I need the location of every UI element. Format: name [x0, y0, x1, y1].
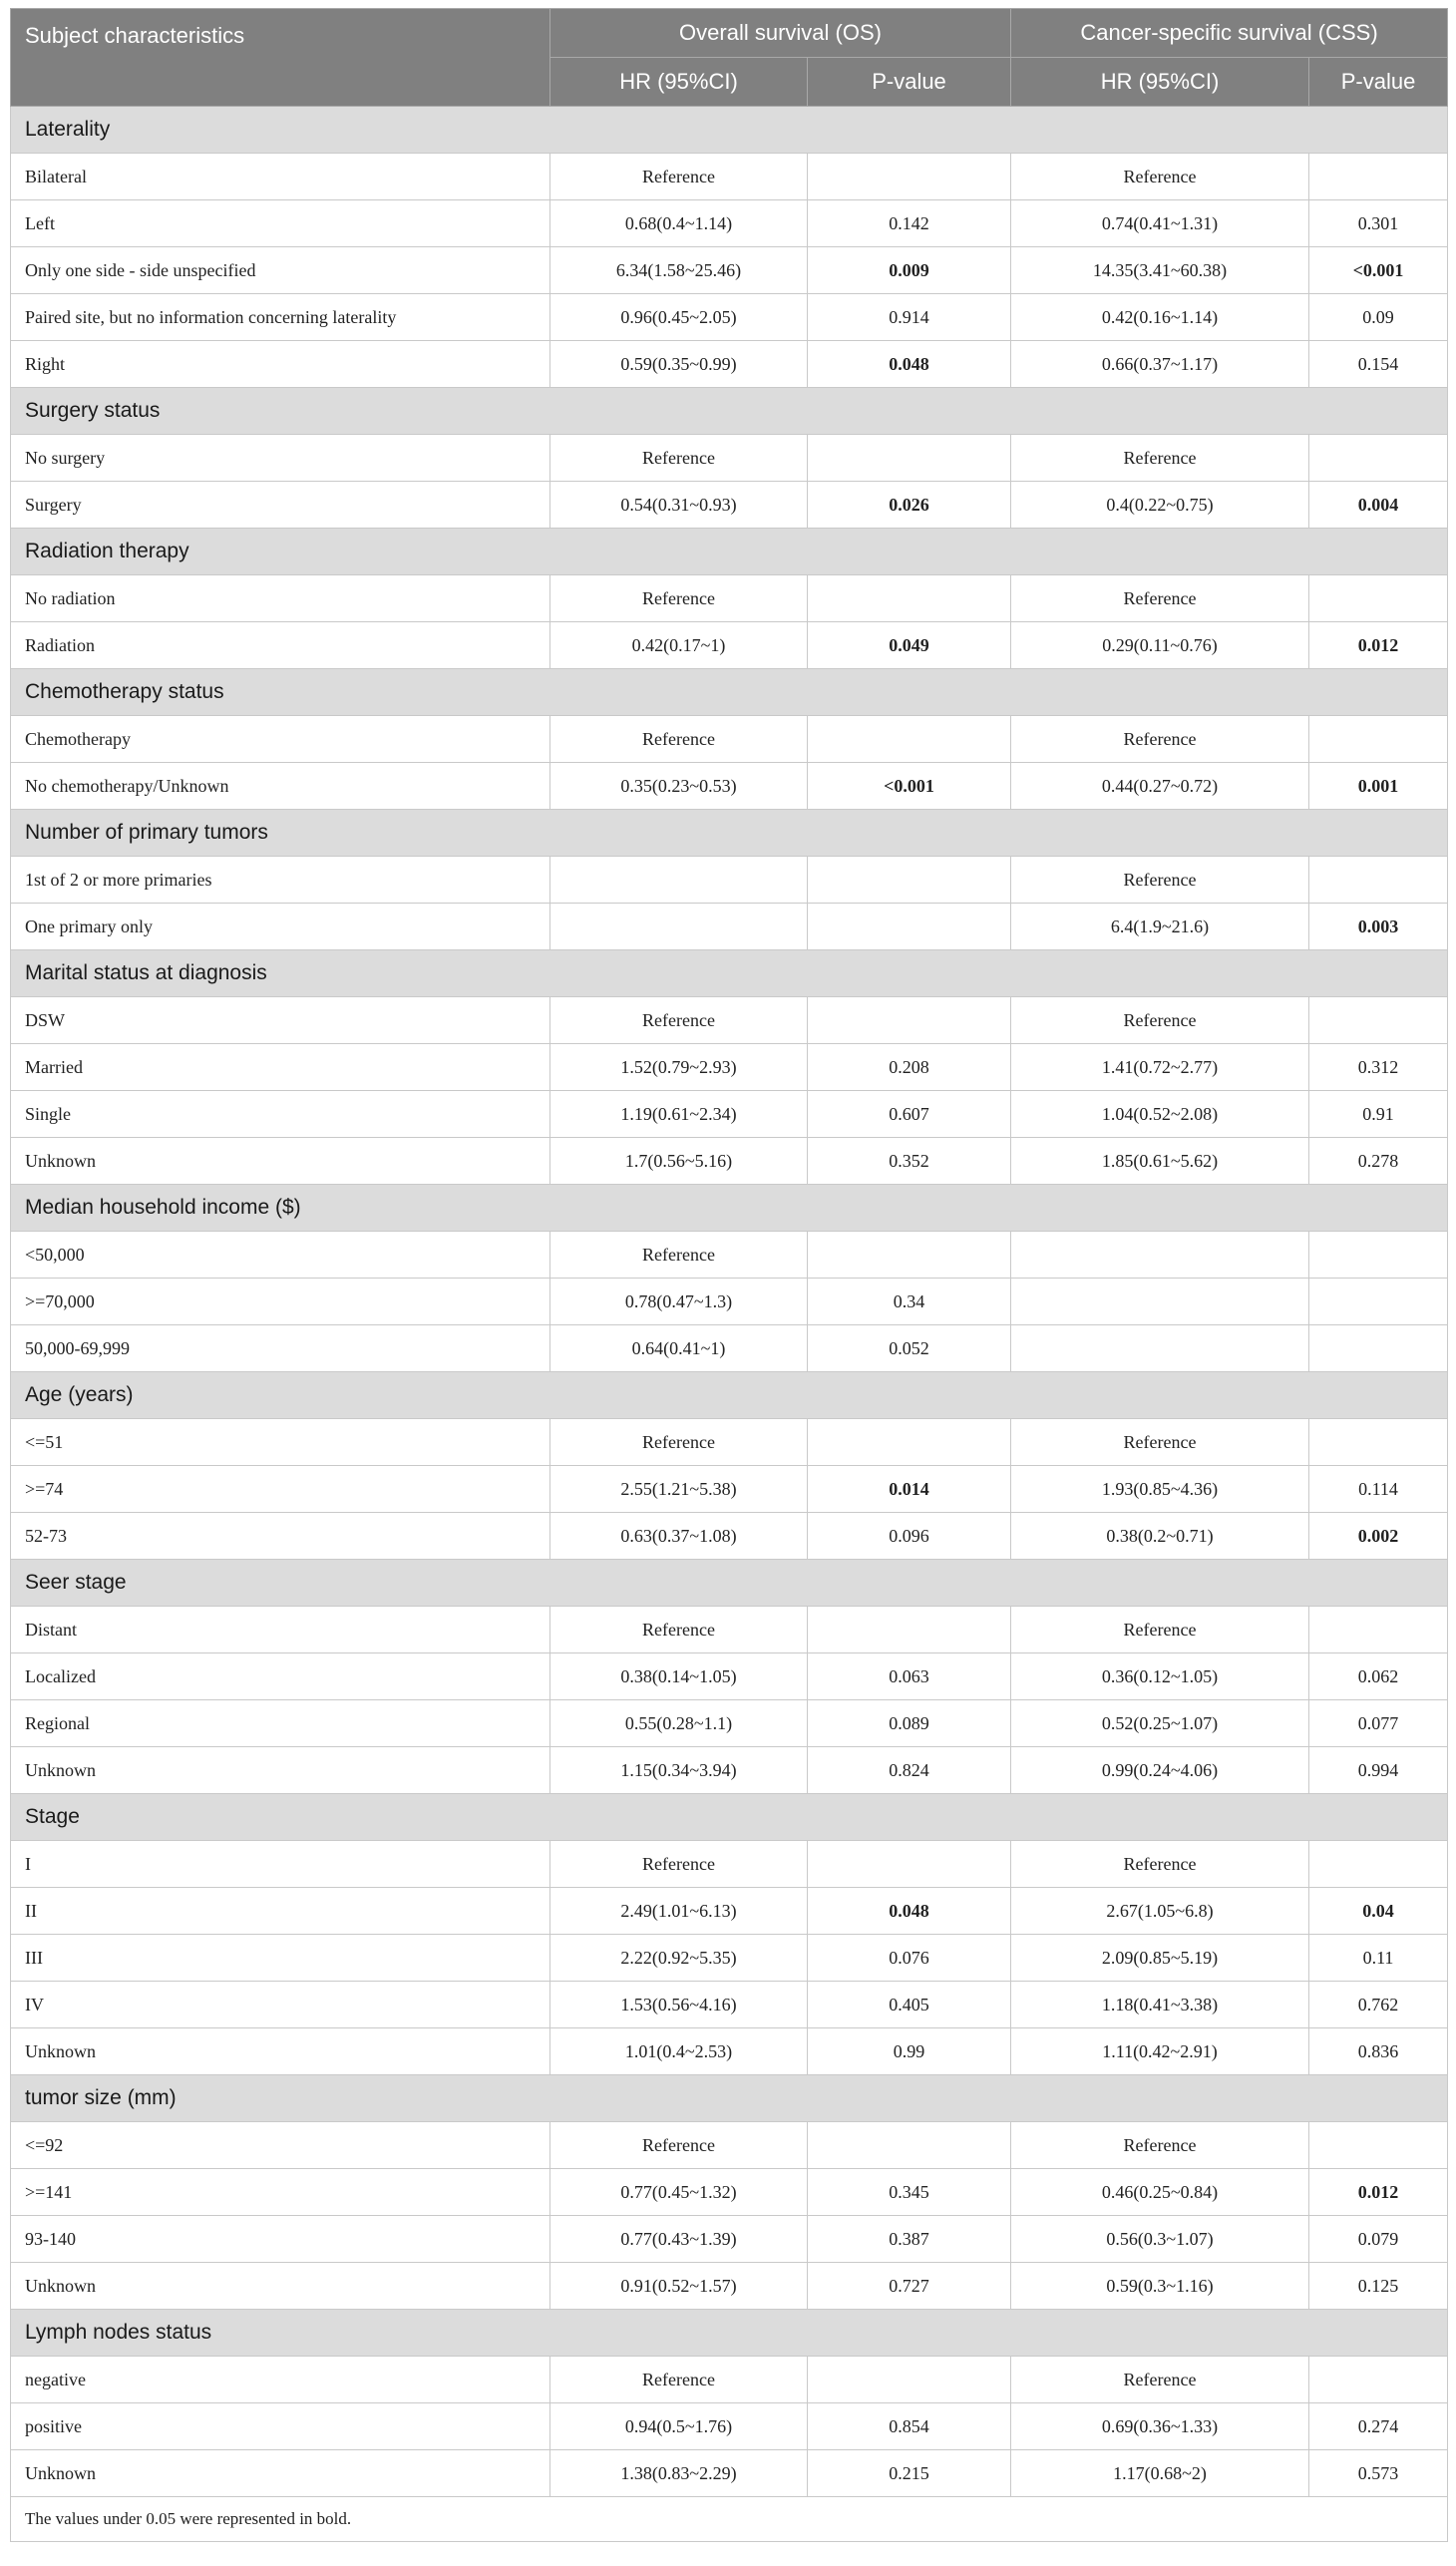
css-hr-cell: 2.09(0.85~5.19) [1011, 1935, 1309, 1982]
css-hr-cell: 1.04(0.52~2.08) [1011, 1091, 1309, 1138]
os-p-cell: 0.914 [808, 294, 1011, 341]
section-title: Stage [11, 1794, 1448, 1841]
row-label: Only one side - side unspecified [11, 247, 550, 294]
css-hr-cell: 1.11(0.42~2.91) [1011, 2028, 1309, 2075]
css-p-cell: 0.274 [1309, 2403, 1448, 2450]
table-row [11, 1700, 1448, 1747]
row-label: 50,000-69,999 [11, 1325, 550, 1372]
os-hr-cell: 0.77(0.45~1.32) [550, 2169, 808, 2216]
section-title: Laterality [11, 107, 1448, 154]
os-hr-cell: 0.96(0.45~2.05) [550, 294, 808, 341]
section-title: Lymph nodes status [11, 2310, 1448, 2357]
row-label: 93-140 [11, 2216, 550, 2263]
table-row [11, 482, 1448, 529]
css-p-cell: 0.278 [1309, 1138, 1448, 1185]
css-hr-cell [1011, 1279, 1309, 1325]
table-row [11, 2028, 1448, 2075]
css-hr-cell: 2.67(1.05~6.8) [1011, 1888, 1309, 1935]
css-p-cell [1309, 1325, 1448, 1372]
section-header-row [11, 1185, 1448, 1232]
os-p-cell: 0.824 [808, 1747, 1011, 1794]
os-p-cell: 0.405 [808, 1982, 1011, 2028]
os-hr-cell: Reference [550, 154, 808, 200]
os-p-cell: 0.076 [808, 1935, 1011, 1982]
table-row [11, 200, 1448, 247]
row-label: <=92 [11, 2122, 550, 2169]
header-css: Cancer-specific survival (CSS) [1011, 9, 1448, 58]
css-hr-cell: Reference [1011, 2122, 1309, 2169]
row-label: Bilateral [11, 154, 550, 200]
section-title: Surgery status [11, 388, 1448, 435]
os-hr-cell: Reference [550, 1419, 808, 1466]
css-p-cell: 0.125 [1309, 2263, 1448, 2310]
os-hr-cell: 0.91(0.52~1.57) [550, 2263, 808, 2310]
css-p-cell: 0.04 [1309, 1888, 1448, 1935]
css-hr-cell [1011, 1325, 1309, 1372]
table-row [11, 1982, 1448, 2028]
section-header-row [11, 950, 1448, 997]
css-hr-cell: 14.35(3.41~60.38) [1011, 247, 1309, 294]
css-p-cell: 0.573 [1309, 2450, 1448, 2497]
css-hr-cell: 1.41(0.72~2.77) [1011, 1044, 1309, 1091]
os-p-cell [808, 575, 1011, 622]
os-hr-cell: 2.55(1.21~5.38) [550, 1466, 808, 1513]
table-row [11, 2357, 1448, 2403]
os-hr-cell: Reference [550, 435, 808, 482]
row-label: Chemotherapy [11, 716, 550, 763]
os-p-cell: 0.142 [808, 200, 1011, 247]
row-label: Left [11, 200, 550, 247]
os-p-cell [808, 1841, 1011, 1888]
table-row [11, 1091, 1448, 1138]
row-label: Unknown [11, 1747, 550, 1794]
row-label: >=74 [11, 1466, 550, 1513]
css-hr-cell: 0.38(0.2~0.71) [1011, 1513, 1309, 1560]
css-p-cell [1309, 2357, 1448, 2403]
os-hr-cell: 0.38(0.14~1.05) [550, 1653, 808, 1700]
table-row [11, 1138, 1448, 1185]
css-p-cell: 0.762 [1309, 1982, 1448, 2028]
os-p-cell: 0.99 [808, 2028, 1011, 2075]
os-hr-cell: 1.53(0.56~4.16) [550, 1982, 808, 2028]
row-label: <50,000 [11, 1232, 550, 1279]
row-label: Married [11, 1044, 550, 1091]
os-p-cell: 0.387 [808, 2216, 1011, 2263]
os-hr-cell: Reference [550, 2122, 808, 2169]
row-label: Paired site, but no information concerning laterality [11, 294, 550, 341]
os-p-cell: 0.063 [808, 1653, 1011, 1700]
os-hr-cell: 0.55(0.28~1.1) [550, 1700, 808, 1747]
os-hr-cell: 1.38(0.83~2.29) [550, 2450, 808, 2497]
os-hr-cell: Reference [550, 1607, 808, 1653]
os-p-cell: 0.345 [808, 2169, 1011, 2216]
css-hr-cell: Reference [1011, 997, 1309, 1044]
table-body [11, 107, 1448, 2497]
row-label: III [11, 1935, 550, 1982]
section-header-row [11, 529, 1448, 575]
header-os-hr: HR (95%CI) [550, 58, 808, 107]
table-header [11, 9, 1448, 107]
css-p-cell [1309, 575, 1448, 622]
footnote: The values under 0.05 were represented in bold. [11, 2497, 1448, 2542]
css-p-cell: 0.062 [1309, 1653, 1448, 1700]
table-row [11, 2216, 1448, 2263]
os-hr-cell: 0.63(0.37~1.08) [550, 1513, 808, 1560]
os-p-cell [808, 2357, 1011, 2403]
css-hr-cell: 0.29(0.11~0.76) [1011, 622, 1309, 669]
row-label: >=141 [11, 2169, 550, 2216]
os-p-cell [808, 997, 1011, 1044]
table-row [11, 1607, 1448, 1653]
row-label: No chemotherapy/Unknown [11, 763, 550, 810]
header-css-p: P-value [1309, 58, 1448, 107]
table-row [11, 2450, 1448, 2497]
row-label: Surgery [11, 482, 550, 529]
section-title: Seer stage [11, 1560, 1448, 1607]
css-hr-cell: Reference [1011, 1419, 1309, 1466]
table-row [11, 294, 1448, 341]
os-p-cell [808, 904, 1011, 950]
css-p-cell: <0.001 [1309, 247, 1448, 294]
os-p-cell: 0.089 [808, 1700, 1011, 1747]
css-hr-cell: 0.4(0.22~0.75) [1011, 482, 1309, 529]
row-label: 1st of 2 or more primaries [11, 857, 550, 904]
section-header-row [11, 388, 1448, 435]
css-p-cell: 0.91 [1309, 1091, 1448, 1138]
css-p-cell: 0.012 [1309, 622, 1448, 669]
table-row [11, 154, 1448, 200]
css-hr-cell: Reference [1011, 857, 1309, 904]
section-header-row [11, 810, 1448, 857]
css-p-cell: 0.004 [1309, 482, 1448, 529]
css-hr-cell: 0.36(0.12~1.05) [1011, 1653, 1309, 1700]
os-p-cell: 0.009 [808, 247, 1011, 294]
os-hr-cell: Reference [550, 716, 808, 763]
table-row [11, 857, 1448, 904]
table-row [11, 1513, 1448, 1560]
os-hr-cell: 2.49(1.01~6.13) [550, 1888, 808, 1935]
css-p-cell: 0.001 [1309, 763, 1448, 810]
css-hr-cell: 6.4(1.9~21.6) [1011, 904, 1309, 950]
section-title: tumor size (mm) [11, 2075, 1448, 2122]
header-css-hr: HR (95%CI) [1011, 58, 1309, 107]
row-label: IV [11, 1982, 550, 2028]
css-hr-cell: 0.46(0.25~0.84) [1011, 2169, 1309, 2216]
table-row [11, 575, 1448, 622]
row-label: Single [11, 1091, 550, 1138]
table-row [11, 1279, 1448, 1325]
css-p-cell: 0.012 [1309, 2169, 1448, 2216]
survival-table [10, 8, 1448, 2542]
os-p-cell [808, 1419, 1011, 1466]
row-label: Unknown [11, 2263, 550, 2310]
css-p-cell: 0.154 [1309, 341, 1448, 388]
table-row [11, 1466, 1448, 1513]
css-p-cell [1309, 716, 1448, 763]
css-p-cell [1309, 154, 1448, 200]
css-hr-cell: 0.42(0.16~1.14) [1011, 294, 1309, 341]
css-p-cell [1309, 1841, 1448, 1888]
os-p-cell: 0.854 [808, 2403, 1011, 2450]
section-title: Age (years) [11, 1372, 1448, 1419]
row-label: II [11, 1888, 550, 1935]
css-p-cell: 0.114 [1309, 1466, 1448, 1513]
row-label: Unknown [11, 1138, 550, 1185]
css-p-cell [1309, 435, 1448, 482]
css-p-cell: 0.077 [1309, 1700, 1448, 1747]
os-p-cell: 0.014 [808, 1466, 1011, 1513]
row-label: I [11, 1841, 550, 1888]
os-p-cell: 0.052 [808, 1325, 1011, 1372]
table-row [11, 997, 1448, 1044]
os-hr-cell: 1.19(0.61~2.34) [550, 1091, 808, 1138]
css-p-cell: 0.836 [1309, 2028, 1448, 2075]
os-p-cell [808, 154, 1011, 200]
css-p-cell [1309, 1279, 1448, 1325]
os-hr-cell: 0.94(0.5~1.76) [550, 2403, 808, 2450]
row-label: negative [11, 2357, 550, 2403]
css-hr-cell: 1.18(0.41~3.38) [1011, 1982, 1309, 2028]
os-hr-cell: Reference [550, 1232, 808, 1279]
section-header-row [11, 2075, 1448, 2122]
css-p-cell: 0.312 [1309, 1044, 1448, 1091]
css-p-cell [1309, 1607, 1448, 1653]
css-hr-cell: 0.69(0.36~1.33) [1011, 2403, 1309, 2450]
table-row [11, 1841, 1448, 1888]
table-row [11, 1419, 1448, 1466]
css-hr-cell: 0.59(0.3~1.16) [1011, 2263, 1309, 2310]
css-hr-cell: Reference [1011, 2357, 1309, 2403]
os-hr-cell: 0.35(0.23~0.53) [550, 763, 808, 810]
os-hr-cell [550, 857, 808, 904]
row-label: DSW [11, 997, 550, 1044]
os-p-cell: 0.34 [808, 1279, 1011, 1325]
table-row [11, 716, 1448, 763]
css-hr-cell: 1.85(0.61~5.62) [1011, 1138, 1309, 1185]
table-row [11, 1747, 1448, 1794]
table-row [11, 1325, 1448, 1372]
os-hr-cell: Reference [550, 997, 808, 1044]
css-hr-cell: 0.74(0.41~1.31) [1011, 200, 1309, 247]
css-p-cell [1309, 1419, 1448, 1466]
css-hr-cell: Reference [1011, 154, 1309, 200]
os-hr-cell [550, 904, 808, 950]
css-hr-cell [1011, 1232, 1309, 1279]
row-label: Distant [11, 1607, 550, 1653]
os-p-cell [808, 2122, 1011, 2169]
css-p-cell [1309, 1232, 1448, 1279]
table-row [11, 341, 1448, 388]
row-label: positive [11, 2403, 550, 2450]
row-label: No radiation [11, 575, 550, 622]
table-row [11, 2122, 1448, 2169]
os-hr-cell: Reference [550, 2357, 808, 2403]
table-row [11, 1044, 1448, 1091]
section-header-row [11, 2310, 1448, 2357]
row-label: Localized [11, 1653, 550, 1700]
os-hr-cell: 0.64(0.41~1) [550, 1325, 808, 1372]
os-hr-cell: 2.22(0.92~5.35) [550, 1935, 808, 1982]
css-hr-cell: 0.66(0.37~1.17) [1011, 341, 1309, 388]
table-row [11, 247, 1448, 294]
css-hr-cell: 0.99(0.24~4.06) [1011, 1747, 1309, 1794]
table-row [11, 435, 1448, 482]
section-header-row [11, 1794, 1448, 1841]
os-hr-cell: 0.54(0.31~0.93) [550, 482, 808, 529]
section-title: Radiation therapy [11, 529, 1448, 575]
os-hr-cell: 0.78(0.47~1.3) [550, 1279, 808, 1325]
section-title: Median household income ($) [11, 1185, 1448, 1232]
row-label: Radiation [11, 622, 550, 669]
row-label: No surgery [11, 435, 550, 482]
os-p-cell: 0.727 [808, 2263, 1011, 2310]
css-p-cell: 0.11 [1309, 1935, 1448, 1982]
section-header-row [11, 1372, 1448, 1419]
header-os: Overall survival (OS) [550, 9, 1011, 58]
os-p-cell: 0.208 [808, 1044, 1011, 1091]
table-row [11, 2263, 1448, 2310]
css-p-cell: 0.003 [1309, 904, 1448, 950]
row-label: Right [11, 341, 550, 388]
os-p-cell: 0.607 [808, 1091, 1011, 1138]
table-row [11, 1232, 1448, 1279]
row-label: 52-73 [11, 1513, 550, 1560]
css-hr-cell: 0.56(0.3~1.07) [1011, 2216, 1309, 2263]
os-hr-cell: Reference [550, 1841, 808, 1888]
css-p-cell [1309, 857, 1448, 904]
row-label: Regional [11, 1700, 550, 1747]
css-p-cell [1309, 997, 1448, 1044]
css-hr-cell: 1.17(0.68~2) [1011, 2450, 1309, 2497]
css-p-cell: 0.994 [1309, 1747, 1448, 1794]
header-os-p: P-value [808, 58, 1011, 107]
css-p-cell [1309, 2122, 1448, 2169]
css-hr-cell: Reference [1011, 1841, 1309, 1888]
row-label: Unknown [11, 2450, 550, 2497]
section-title: Chemotherapy status [11, 669, 1448, 716]
os-hr-cell: 0.59(0.35~0.99) [550, 341, 808, 388]
os-hr-cell: 1.15(0.34~3.94) [550, 1747, 808, 1794]
os-hr-cell: 0.42(0.17~1) [550, 622, 808, 669]
table-row [11, 2403, 1448, 2450]
os-p-cell: 0.215 [808, 2450, 1011, 2497]
os-hr-cell: 1.01(0.4~2.53) [550, 2028, 808, 2075]
table-row [11, 1935, 1448, 1982]
section-title: Number of primary tumors [11, 810, 1448, 857]
os-p-cell: 0.049 [808, 622, 1011, 669]
os-hr-cell: Reference [550, 575, 808, 622]
os-hr-cell: 6.34(1.58~25.46) [550, 247, 808, 294]
css-hr-cell: 0.52(0.25~1.07) [1011, 1700, 1309, 1747]
section-header-row [11, 1560, 1448, 1607]
row-label: >=70,000 [11, 1279, 550, 1325]
css-p-cell: 0.002 [1309, 1513, 1448, 1560]
row-label: <=51 [11, 1419, 550, 1466]
os-p-cell: <0.001 [808, 763, 1011, 810]
css-p-cell: 0.301 [1309, 200, 1448, 247]
table-row [11, 2169, 1448, 2216]
section-header-row [11, 107, 1448, 154]
os-p-cell [808, 716, 1011, 763]
row-label: Unknown [11, 2028, 550, 2075]
os-p-cell [808, 1232, 1011, 1279]
table-row [11, 1888, 1448, 1935]
css-hr-cell: Reference [1011, 716, 1309, 763]
css-hr-cell: 0.44(0.27~0.72) [1011, 763, 1309, 810]
css-p-cell: 0.079 [1309, 2216, 1448, 2263]
table-row [11, 904, 1448, 950]
table-row [11, 763, 1448, 810]
header-subject: Subject characteristics [11, 9, 550, 107]
table-row [11, 622, 1448, 669]
section-header-row [11, 669, 1448, 716]
css-hr-cell: 1.93(0.85~4.36) [1011, 1466, 1309, 1513]
os-p-cell [808, 1607, 1011, 1653]
os-hr-cell: 1.7(0.56~5.16) [550, 1138, 808, 1185]
os-hr-cell: 1.52(0.79~2.93) [550, 1044, 808, 1091]
table-container [10, 8, 1447, 2542]
css-hr-cell: Reference [1011, 575, 1309, 622]
row-label: One primary only [11, 904, 550, 950]
os-p-cell: 0.096 [808, 1513, 1011, 1560]
os-p-cell [808, 435, 1011, 482]
os-p-cell: 0.026 [808, 482, 1011, 529]
os-hr-cell: 0.77(0.43~1.39) [550, 2216, 808, 2263]
os-p-cell: 0.352 [808, 1138, 1011, 1185]
os-hr-cell: 0.68(0.4~1.14) [550, 200, 808, 247]
css-p-cell: 0.09 [1309, 294, 1448, 341]
section-title: Marital status at diagnosis [11, 950, 1448, 997]
css-hr-cell: Reference [1011, 1607, 1309, 1653]
os-p-cell: 0.048 [808, 341, 1011, 388]
css-hr-cell: Reference [1011, 435, 1309, 482]
os-p-cell [808, 857, 1011, 904]
table-row [11, 1653, 1448, 1700]
os-p-cell: 0.048 [808, 1888, 1011, 1935]
